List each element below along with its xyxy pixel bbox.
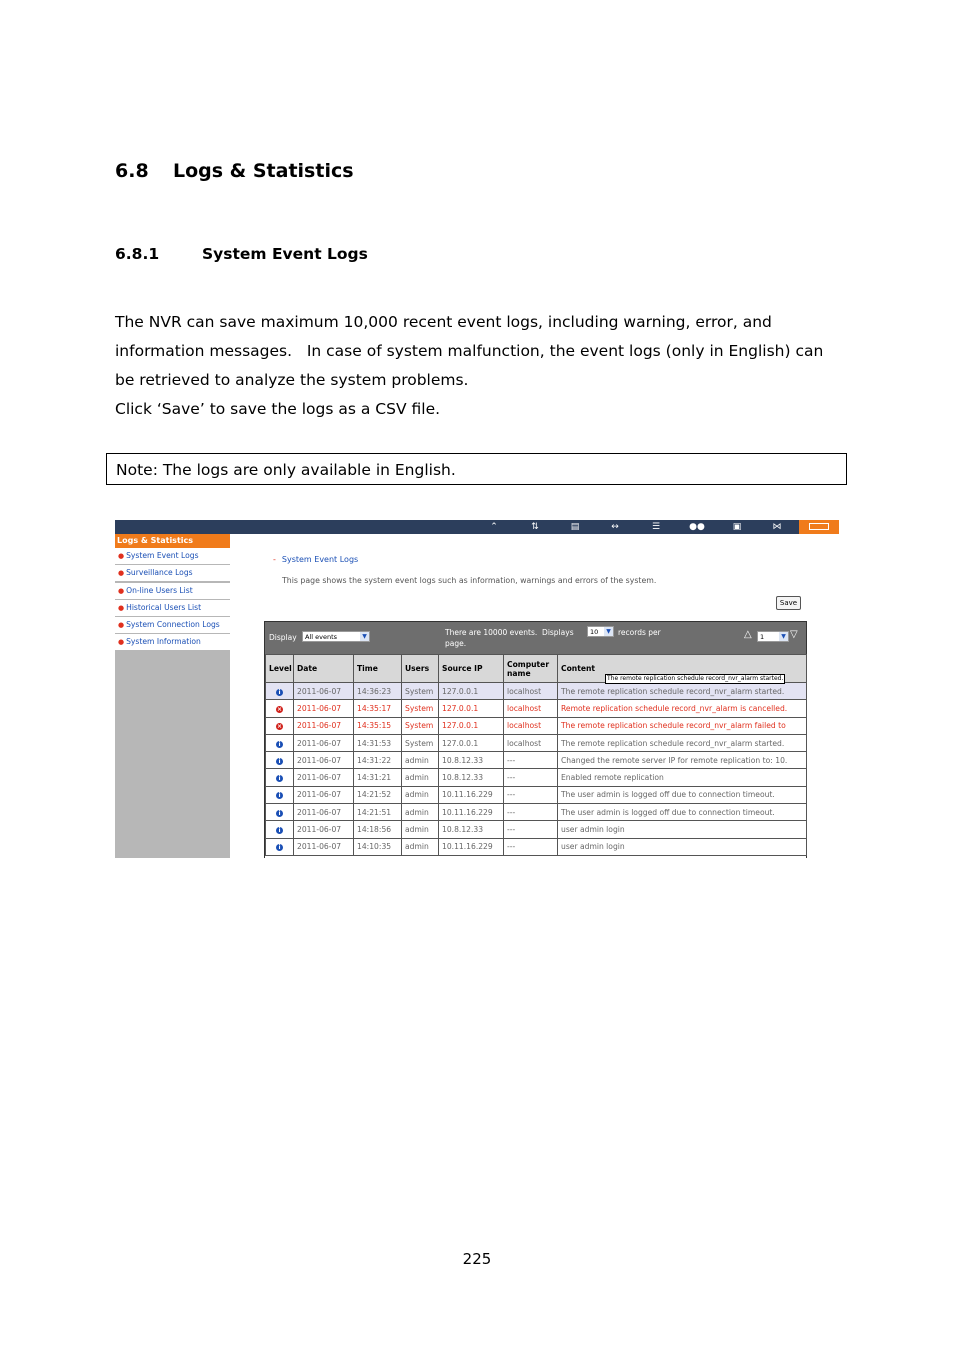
page-select-value: 1 bbox=[760, 633, 765, 641]
sidebar-item-label: Historical Users List bbox=[126, 602, 202, 612]
time-cell: 14:31:22 bbox=[354, 752, 402, 769]
computer-cell: localhost bbox=[504, 700, 558, 717]
user-cell: admin bbox=[402, 769, 439, 786]
paragraph-line: information messages. In case of system malfunction, the event logs (only in English) can bbox=[115, 342, 824, 360]
sidebar-item-label: On-line Users List bbox=[126, 585, 193, 595]
table-row[interactable] bbox=[266, 683, 807, 700]
ip-cell: 10.8.12.33 bbox=[439, 752, 504, 769]
date-cell: 2011-06-07 bbox=[294, 769, 354, 786]
time-cell: 14:21:51 bbox=[354, 804, 402, 821]
ip-cell: 127.0.0.1 bbox=[439, 683, 504, 700]
table-row[interactable] bbox=[266, 769, 807, 786]
info-icon: i bbox=[276, 827, 283, 834]
connection-icon[interactable]: ↔ bbox=[611, 522, 619, 532]
camera-icon[interactable]: ▣ bbox=[732, 522, 742, 532]
info-icon: i bbox=[276, 792, 283, 799]
time-cell: 14:31:53 bbox=[354, 734, 402, 751]
time-cell: 14:35:17 bbox=[354, 700, 402, 717]
next-page-icon[interactable]: ▽ bbox=[790, 629, 798, 640]
table-row[interactable] bbox=[266, 752, 807, 769]
column-header-users[interactable]: Users bbox=[402, 655, 439, 683]
table-row[interactable] bbox=[266, 804, 807, 821]
chevron-down-icon: ▼ bbox=[779, 632, 788, 641]
display-label: Display bbox=[269, 633, 297, 642]
records-per-page-value: 10 bbox=[590, 628, 599, 636]
column-header-computer-name[interactable]: Computer name bbox=[504, 655, 558, 683]
user-cell: System bbox=[402, 700, 439, 717]
computer-cell: --- bbox=[504, 769, 558, 786]
content-cell: The remote replication schedule record_nvr_alarm started. bbox=[558, 734, 807, 751]
breadcrumb-label: System Event Logs bbox=[281, 555, 359, 564]
time-cell: 14:21:52 bbox=[354, 786, 402, 803]
date-cell: 2011-06-07 bbox=[294, 804, 354, 821]
chevron-down-icon: ▼ bbox=[360, 632, 369, 641]
sidebar-item-label: System Connection Logs bbox=[126, 620, 220, 630]
section-title: Logs & Statistics bbox=[173, 160, 354, 182]
content-cell: The remote replication schedule record_nvr_alarm failed to bbox=[558, 717, 807, 734]
content-cell: The remote replication schedule record_nvr_alarm started. bbox=[558, 683, 807, 700]
tools-icon[interactable]: ⋈ bbox=[772, 522, 782, 532]
ip-cell: 127.0.0.1 bbox=[439, 700, 504, 717]
user-cell: admin bbox=[402, 804, 439, 821]
page-description: This page shows the system event logs such as information, warnings and errors of the system. bbox=[282, 576, 657, 585]
ip-cell: 10.11.16.229 bbox=[439, 804, 504, 821]
page-number: 225 bbox=[462, 1250, 492, 1268]
sidebar-item-historical-users[interactable]: ● Historical Users List bbox=[115, 600, 230, 616]
level-cell bbox=[266, 700, 294, 717]
event-log-panel bbox=[264, 621, 807, 858]
computer-cell: --- bbox=[504, 786, 558, 803]
time-cell: 14:36:23 bbox=[354, 683, 402, 700]
table-row[interactable] bbox=[266, 734, 807, 751]
table-row[interactable] bbox=[266, 700, 807, 717]
note-box: Note: The logs are only available in English. bbox=[106, 453, 847, 485]
body-paragraph bbox=[115, 308, 855, 424]
users-icon[interactable]: ●● bbox=[689, 522, 705, 532]
computer-cell: --- bbox=[504, 804, 558, 821]
info-icon: i bbox=[276, 844, 283, 851]
ip-cell: 10.11.16.229 bbox=[439, 786, 504, 803]
level-cell bbox=[266, 683, 294, 700]
top-toolbar bbox=[115, 520, 839, 534]
table-row[interactable] bbox=[266, 838, 807, 855]
sidebar-title: Logs & Statistics bbox=[115, 534, 230, 548]
user-cell: admin bbox=[402, 821, 439, 838]
subsection-number: 6.8.1 bbox=[115, 245, 160, 263]
date-cell: 2011-06-07 bbox=[294, 821, 354, 838]
log-toolbar bbox=[265, 622, 806, 654]
error-icon: × bbox=[276, 705, 283, 713]
column-header-level[interactable]: Level bbox=[266, 655, 294, 683]
column-header-content[interactable]: Content bbox=[558, 655, 807, 683]
info-icon: i bbox=[276, 810, 283, 817]
date-cell: 2011-06-07 bbox=[294, 683, 354, 700]
info-icon: i bbox=[276, 758, 283, 765]
section-heading bbox=[115, 160, 354, 182]
network-icon[interactable]: ⇅ bbox=[531, 522, 539, 532]
computer-cell: localhost bbox=[504, 683, 558, 700]
sidebar-item-surveillance-logs[interactable]: ● Surveillance Logs bbox=[115, 565, 230, 581]
computer-cell: localhost bbox=[504, 717, 558, 734]
table-row[interactable] bbox=[266, 717, 807, 734]
sidebar-item-system-information[interactable]: ● System Information bbox=[115, 634, 230, 650]
computer-cell: --- bbox=[504, 821, 558, 838]
computer-cell: --- bbox=[504, 838, 558, 855]
section-number: 6.8 bbox=[115, 160, 149, 182]
event-log-table bbox=[265, 654, 807, 856]
level-cell bbox=[266, 786, 294, 803]
ip-cell: 127.0.0.1 bbox=[439, 734, 504, 751]
content-tooltip: The remote replication schedule record_nvr_alarm started. bbox=[607, 675, 784, 682]
paragraph-line: Click ‘Save’ to save the logs as a CSV file. bbox=[115, 400, 441, 418]
subsection-title: System Event Logs bbox=[202, 245, 368, 263]
time-cell: 14:31:21 bbox=[354, 769, 402, 786]
error-icon: × bbox=[276, 723, 283, 731]
content-cell: user admin login bbox=[558, 838, 807, 855]
level-cell bbox=[266, 717, 294, 734]
column-header-source-ip[interactable]: Source IP bbox=[439, 655, 504, 683]
paragraph-line: be retrieved to analyze the system problems. bbox=[115, 371, 469, 389]
chevron-down-icon: ▼ bbox=[604, 627, 613, 636]
sidebar-item-online-users[interactable]: ● On-line Users List bbox=[115, 583, 230, 599]
page-select[interactable] bbox=[757, 631, 789, 642]
level-cell bbox=[266, 838, 294, 855]
sidebar-item-label: Surveillance Logs bbox=[126, 568, 193, 578]
list-icon[interactable]: ☰ bbox=[651, 522, 661, 532]
info-icon: i bbox=[276, 775, 283, 782]
display-filter-value: All events bbox=[305, 633, 338, 641]
save-button[interactable]: Save bbox=[776, 596, 801, 610]
events-count-text: There are 10000 events. Displays bbox=[445, 628, 574, 637]
content-cell: Changed the remote server IP for remote replication to: 10. bbox=[558, 752, 807, 769]
user-cell: admin bbox=[402, 752, 439, 769]
sidebar-item-system-event-logs[interactable]: ● System Event Logs bbox=[115, 548, 230, 564]
computer-cell: --- bbox=[504, 752, 558, 769]
ip-cell: 10.8.12.33 bbox=[439, 769, 504, 786]
content-cell: The user admin is logged off due to connection timeout. bbox=[558, 804, 807, 821]
date-cell: 2011-06-07 bbox=[294, 752, 354, 769]
level-cell bbox=[266, 734, 294, 751]
sidebar bbox=[115, 534, 230, 858]
column-header-date[interactable]: Date bbox=[294, 655, 354, 683]
user-cell: System bbox=[402, 717, 439, 734]
ip-cell: 10.11.16.229 bbox=[439, 838, 504, 855]
nvr-screenshot bbox=[115, 520, 839, 858]
date-cell: 2011-06-07 bbox=[294, 786, 354, 803]
time-cell: 14:10:35 bbox=[354, 838, 402, 855]
info-icon: i bbox=[276, 689, 283, 696]
ip-cell: 127.0.0.1 bbox=[439, 717, 504, 734]
time-cell: 14:35:15 bbox=[354, 717, 402, 734]
user-cell: admin bbox=[402, 838, 439, 855]
content-cell: user admin login bbox=[558, 821, 807, 838]
user-cell: admin bbox=[402, 786, 439, 803]
level-cell bbox=[266, 769, 294, 786]
home-icon[interactable]: ⌃ bbox=[490, 522, 498, 532]
content-cell: Remote replication schedule record_nvr_alarm is cancelled. bbox=[558, 700, 807, 717]
ip-cell: 10.8.12.33 bbox=[439, 821, 504, 838]
sidebar-item-label: System Event Logs bbox=[126, 551, 199, 560]
content-cell: The user admin is logged off due to connection timeout. bbox=[558, 786, 807, 803]
table-row[interactable] bbox=[266, 821, 807, 838]
logs-tab-icon[interactable] bbox=[799, 520, 839, 534]
time-cell: 14:18:56 bbox=[354, 821, 402, 838]
date-cell: 2011-06-07 bbox=[294, 700, 354, 717]
display-filter-select[interactable] bbox=[302, 631, 370, 642]
prev-page-icon[interactable]: △ bbox=[744, 629, 752, 640]
computer-cell: localhost bbox=[504, 734, 558, 751]
records-per-page-select[interactable] bbox=[587, 626, 614, 637]
user-cell: System bbox=[402, 683, 439, 700]
info-icon: i bbox=[276, 741, 283, 748]
user-cell: System bbox=[402, 734, 439, 751]
level-cell bbox=[266, 804, 294, 821]
device-icon[interactable]: ▤ bbox=[570, 522, 580, 532]
paragraph-line: The NVR can save maximum 10,000 recent event logs, including warning, error, and bbox=[115, 313, 772, 331]
events-page-text: page. bbox=[445, 639, 467, 648]
date-cell: 2011-06-07 bbox=[294, 734, 354, 751]
table-row[interactable] bbox=[266, 786, 807, 803]
level-cell bbox=[266, 821, 294, 838]
level-cell bbox=[266, 752, 294, 769]
sidebar-item-connection-logs[interactable]: ● System Connection Logs bbox=[115, 617, 230, 633]
subsection-heading bbox=[115, 245, 368, 263]
breadcrumb: - System Event Logs bbox=[273, 555, 359, 564]
date-cell: 2011-06-07 bbox=[294, 717, 354, 734]
records-per-label: records per bbox=[618, 628, 661, 637]
column-header-time[interactable]: Time bbox=[354, 655, 402, 683]
sidebar-item-label: System Information bbox=[126, 637, 201, 647]
date-cell: 2011-06-07 bbox=[294, 838, 354, 855]
content-cell: Enabled remote replication bbox=[558, 769, 807, 786]
